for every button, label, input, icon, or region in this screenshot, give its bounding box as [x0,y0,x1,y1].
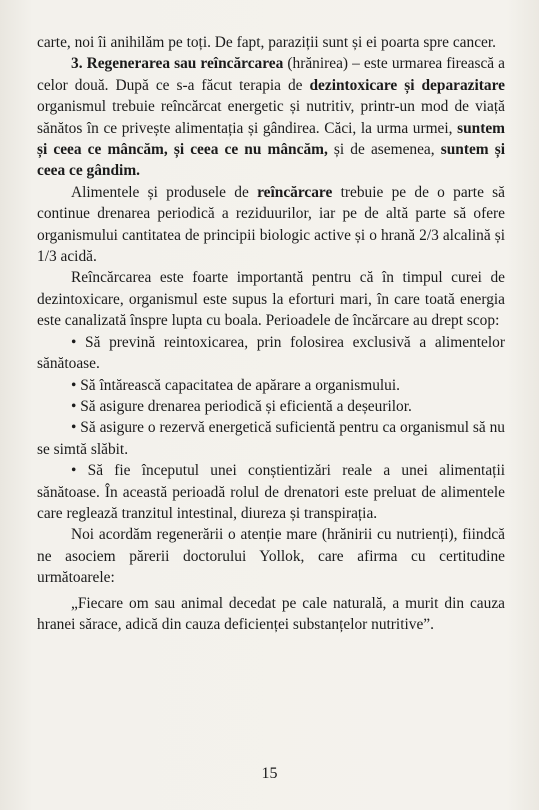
text-run: Noi acordăm regenerării o atenție mare (hrănirii cu nutrienți), fiindcă ne asociem părerii doctorului Yollok, care afirma cu certitudine următoarele: [37,526,505,587]
bullet-item [37,417,505,460]
text-run: • Să întărească capacitatea de apărare a organismului. [71,376,400,394]
bold-run: suntem și ceea ce mâncăm, și ceea ce nu mâncăm, [37,119,505,159]
page-number: 15 [261,765,278,782]
paragraph-continuation [37,32,505,53]
paragraph-foods [37,182,505,268]
bold-run: reîncărcare [257,183,333,201]
page-body [37,32,505,635]
bold-run: suntem și ceea ce gândim. [37,141,505,180]
paragraph-importance [37,267,505,331]
text-run: „Fiecare om sau animal decedat pe cale naturală, a murit din cauza hranei sărace, adică din cauza deficienței substanțelor nutritive”. [37,594,505,633]
text-run: Alimentele și produsele de [71,183,258,201]
bullet-item [37,460,505,524]
bold-heading-run: 3. Regenerarea sau reîncărcarea [71,55,284,73]
text-run: • Să prevină reintoxicarea, prin folosirea exclusivă a alimentelor sănătoase. [37,333,505,373]
quotation [37,593,505,636]
text-run: trebuie pe de o parte să continue drenarea periodică a reziduurilor, iar pe de altă parte să ofere organismului cantitatea de principii biologic active și o hrană 2/3 alcalină și 1/3 acidă. [37,183,505,266]
text-run: Reîncărcarea este foarte importantă pentru că în timpul curei de dezintoxicare, organismul este supus la eforturi mari, în care toată energia este canalizată înspre lupta cu boala. Perioadele de încărcare au drept scop: [37,269,505,330]
text-run: organismul trebuie reîncărcat energetic și nutritiv, printr-un mod de viață sănătos în ce privește alimentația și gândirea. Căci, la urma urmei, [37,98,505,137]
bold-run: dezintoxicare și deparazitare [309,76,505,94]
paragraph-yollok [37,524,505,588]
text-run: • Să asigure drenarea periodică și eficientă a deșeurilor. [71,397,412,415]
text-run: • Să asigure o rezervă energetică suficientă pentru ca organismul să nu se simtă slăbit. [37,419,505,458]
bullet-item [37,375,505,396]
bullet-item [37,396,505,417]
text-run: carte, noi îi anihilăm pe toți. De fapt, paraziții sunt și ei poarta spre cancer. [37,34,496,51]
text-run: și de asemenea, [327,141,441,159]
text-run: (hrănirea) – este urmarea firească a celor două. După ce s-a făcut terapia de [37,55,505,94]
text-run: • Să fie începutul unei conștientizări reale a unei alimentații sănătoase. În această perioadă rolul de drenatori este preluat de alimentele care reglează tranzitul intestinal, diureza și transpirația. [37,462,505,522]
paragraph-regeneration [37,53,505,181]
bullet-item [37,332,505,375]
